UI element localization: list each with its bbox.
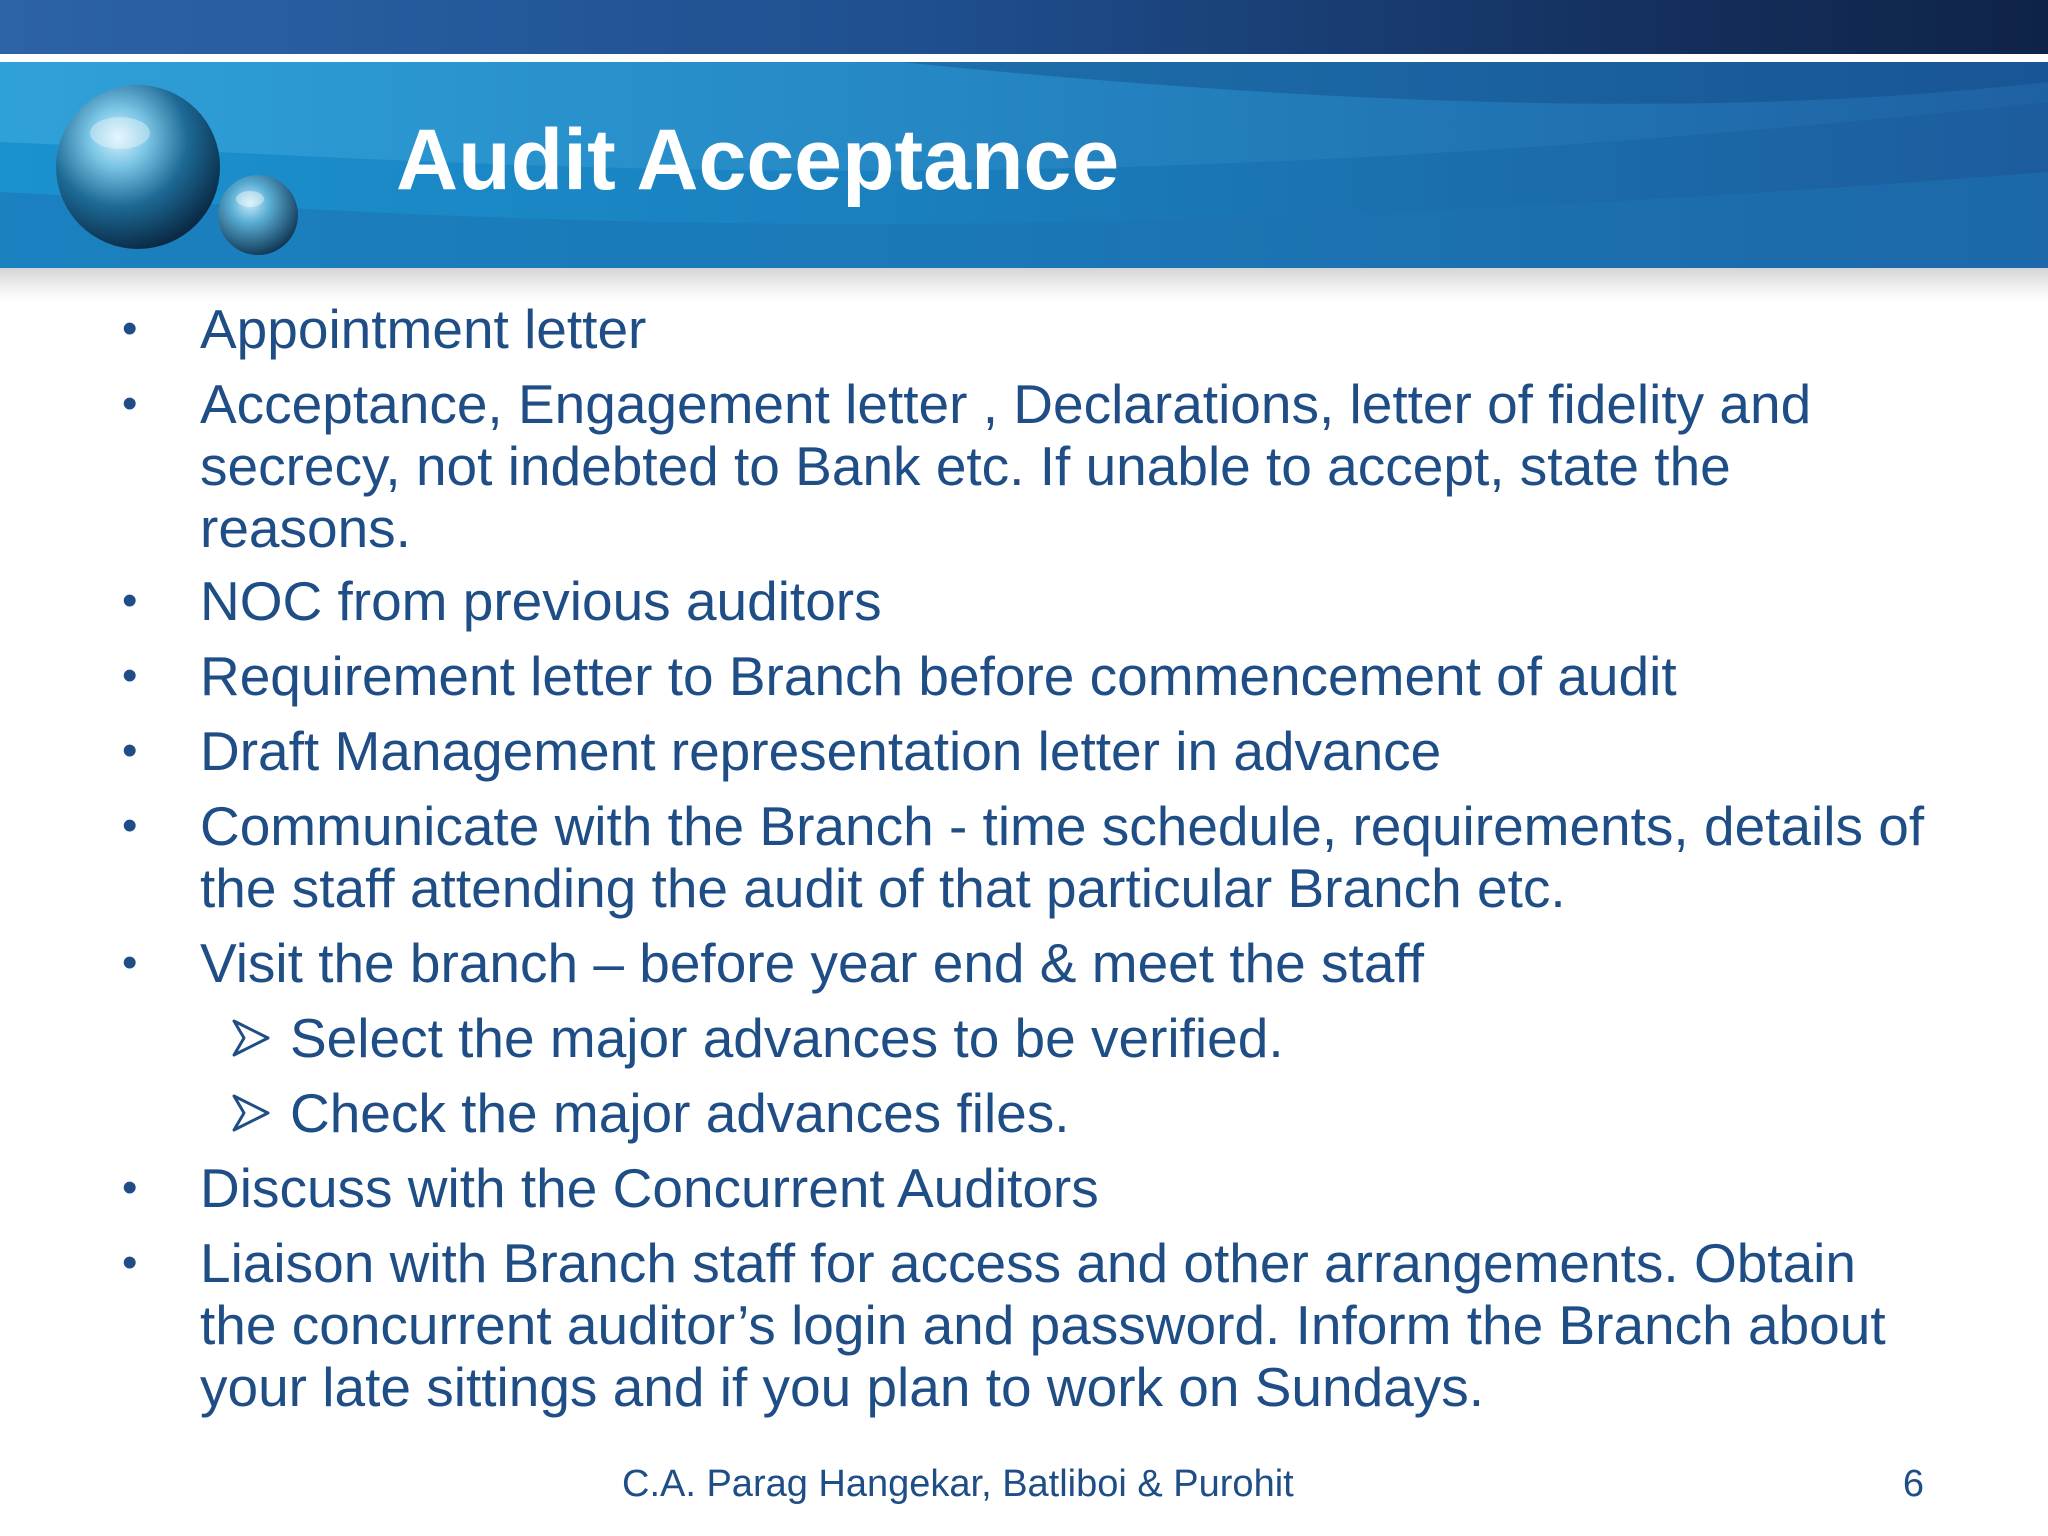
bullet-marker: • xyxy=(122,1238,138,1287)
bullet-text: Liaison with Branch staff for access and other arrangements. Obtain the concurrent auditor’s login and password. Inform the Branch about your late sittings and if you plan to work on Sundays. xyxy=(200,1232,1886,1418)
bullet-text: Requirement letter to Branch before commencement of audit xyxy=(200,645,1677,707)
bullet-marker: • xyxy=(122,726,138,775)
bullet-text: Acceptance, Engagement letter , Declarations, letter of fidelity and secrecy, not indebted to Bank etc. If unable to accept, state the reasons. xyxy=(200,373,1812,559)
arrow-bullet-icon xyxy=(230,1092,272,1134)
footer-credit: C.A. Parag Hangekar, Batliboi & Purohit xyxy=(622,1463,1294,1505)
bullet-item xyxy=(122,298,1940,360)
bullet-text: Appointment letter xyxy=(200,298,647,360)
bullet-item xyxy=(122,720,1940,782)
bullet-item xyxy=(122,373,1940,559)
bullet-text: Communicate with the Branch - time schedule, requirements, details of the staff attending the audit of that particular Branch etc. xyxy=(200,795,1925,919)
bullet-item xyxy=(122,1157,1940,1219)
bullet-marker: • xyxy=(122,304,138,353)
bullet-item xyxy=(122,932,1940,994)
bullet-marker: • xyxy=(122,651,138,700)
sub-bullet-text: Select the major advances to be verified. xyxy=(290,1007,1284,1069)
bullet-item xyxy=(122,570,1940,632)
bullet-marker: • xyxy=(122,1163,138,1212)
bullet-marker: • xyxy=(122,379,138,428)
bullet-item xyxy=(122,1232,1940,1418)
bullet-text: Draft Management representation letter in advance xyxy=(200,720,1442,782)
bullet-text: NOC from previous auditors xyxy=(200,570,882,632)
sub-bullet-item xyxy=(290,1007,1940,1069)
sub-bullet-text: Check the major advances files. xyxy=(290,1082,1070,1144)
sub-bullet-item xyxy=(290,1082,1940,1144)
bullet-marker: • xyxy=(122,576,138,625)
bullet-item xyxy=(122,645,1940,707)
bullet-item xyxy=(122,795,1940,919)
bullet-text: Discuss with the Concurrent Auditors xyxy=(200,1157,1099,1219)
bullet-marker: • xyxy=(122,938,138,987)
slide-title: Audit Acceptance xyxy=(396,112,1120,208)
bullet-text: Visit the branch – before year end & meet the staff xyxy=(200,932,1424,994)
arrow-bullet-icon xyxy=(230,1017,272,1059)
bullet-marker: • xyxy=(122,801,138,850)
page-number: 6 xyxy=(1902,1463,1924,1505)
